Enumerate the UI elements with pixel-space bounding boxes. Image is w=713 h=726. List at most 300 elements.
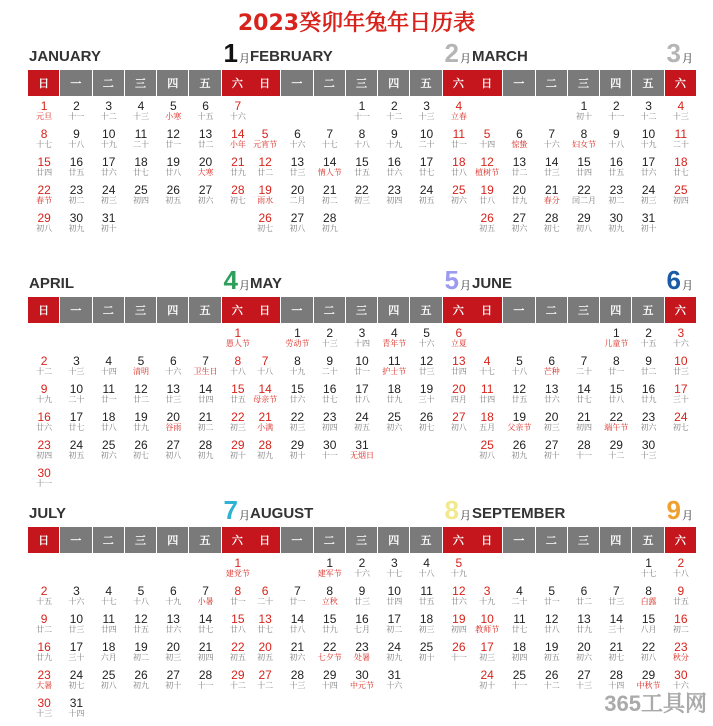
day-number: 11 [420,584,433,598]
lunar-label: 十六 [386,681,403,690]
month-name: AUGUST [250,505,314,522]
day-cell [28,639,60,667]
lunar-label: 十二 [229,681,246,690]
lunar-label: 廿八 [450,168,467,177]
day-number: 17 [102,155,116,169]
lunar-label: 初五 [479,224,496,233]
weekday-cell: 日 [28,70,59,96]
day-cell [665,611,697,639]
day-number: 31 [641,211,656,225]
day-cell [568,353,600,381]
day-cell [536,409,568,437]
lunar-label: 闰二月 [571,196,596,205]
lunar-label: 无烟日 [349,451,374,460]
day-number: 23 [323,410,337,424]
day-number: 20 [290,183,305,197]
weekday-cell: 二 [314,297,345,323]
lunar-label: 廿四 [479,395,496,404]
empty-cell [28,555,60,583]
day-number: 9 [677,584,685,598]
day-number: 24 [387,640,401,654]
day-number: 30 [355,668,369,682]
day-cell [93,667,125,695]
day-number: 23 [37,668,51,682]
day-number: 15 [323,612,337,626]
day-number: 21 [258,410,272,424]
month-header [249,265,475,295]
day-number: 26 [480,211,494,225]
day-cell [503,409,535,437]
day-cell [346,381,378,409]
day-cell [410,611,442,639]
day-cell [503,639,535,667]
weekday-cell: 日 [471,70,502,96]
day-cell [600,154,632,182]
day-cell [471,381,503,409]
lunar-label: 十八 [608,140,625,149]
day-cell [28,353,60,381]
day-number: 13 [198,127,213,141]
day-cell [157,381,189,409]
day-cell [632,353,664,381]
day-number: 12 [134,612,148,626]
day-number: 21 [198,410,213,424]
day-number: 20 [452,382,466,396]
lunar-label: 初六 [575,653,592,662]
day-cell [471,409,503,437]
lunar-label: 十二 [386,112,403,121]
lunar-label: 初三 [289,423,306,432]
day-cell [665,555,697,583]
weekday-cell: 六 [443,527,474,553]
lunar-label: 初九 [321,224,338,233]
month-number: 5月 [444,265,471,295]
day-number: 30 [37,466,51,480]
day-cell [60,583,92,611]
lunar-label: 廿五 [229,395,246,404]
day-number: 7 [202,354,209,368]
day-cell [378,555,410,583]
month-june [471,265,697,465]
day-cell [157,583,189,611]
day-cell [536,126,568,154]
day-cell [249,667,281,695]
day-number: 7 [612,584,620,598]
weekday-cell: 二 [93,70,124,96]
lunar-label: 十八 [353,140,370,149]
day-number: 30 [674,668,688,682]
day-cell [346,98,378,126]
lunar-label: 廿三 [672,367,689,376]
day-cell [600,611,632,639]
day-number: 7 [234,99,242,113]
empty-cell [249,555,281,583]
day-cell [125,353,157,381]
lunar-label: 十三 [132,112,149,121]
day-cell [157,154,189,182]
day-number: 12 [134,382,148,396]
lunar-label: 情人节 [317,168,342,177]
day-cell [157,667,189,695]
day-cell [346,639,378,667]
empty-cell [60,555,92,583]
day-number: 26 [512,438,527,452]
day-cell [346,182,378,210]
weekday-cell: 二 [314,527,345,553]
day-number: 31 [102,211,116,225]
day-number: 26 [166,183,180,197]
month-name: APRIL [29,275,74,292]
day-cell [410,154,442,182]
lunar-label: 十一 [353,112,370,121]
day-cell [346,353,378,381]
lunar-label: 五月 [479,423,496,432]
day-cell [536,611,568,639]
day-number: 10 [480,612,494,626]
empty-cell [536,98,568,126]
lunar-label: 初九 [197,451,214,460]
day-number: 3 [390,556,398,570]
day-cell [632,611,664,639]
lunar-label: 十三 [36,709,53,718]
day-number: 4 [516,584,523,598]
weekday-cell: 六 [665,527,696,553]
day-number: 18 [419,612,434,626]
lunar-label: 廿六 [165,625,182,634]
day-cell [568,409,600,437]
day-number: 7 [326,127,334,141]
day-number: 7 [202,584,209,598]
lunar-label: 初五 [68,451,85,460]
day-number: 22 [641,640,656,654]
lunar-label: 初十 [418,653,435,662]
day-number: 1 [234,326,242,340]
day-number: 14 [577,382,591,396]
day-cell [93,98,125,126]
day-number: 24 [102,183,116,197]
empty-cell [471,555,503,583]
lunar-label: 小年 [229,140,246,149]
weekday-cell: 一 [503,527,534,553]
day-number: 27 [166,668,180,682]
day-grid [471,98,697,238]
lunar-label: 初六 [100,451,117,460]
lunar-label: 初九 [511,451,528,460]
day-cell [536,639,568,667]
day-number: 19 [452,612,466,626]
empty-cell [157,325,189,353]
lunar-label: 廿二 [197,140,214,149]
day-cell [632,98,664,126]
lunar-label: 初七 [672,423,689,432]
day-number: 13 [452,354,466,368]
lunar-label: 廿二 [132,395,149,404]
day-number: 16 [69,155,84,169]
day-number: 25 [102,438,116,452]
lunar-label: 劳动节 [285,339,310,348]
day-cell [410,325,442,353]
day-number: 4 [483,354,491,368]
weekday-cell: 四 [600,70,631,96]
lunar-label: 初十 [229,451,246,460]
day-cell [249,437,281,465]
day-number: 2 [358,556,366,570]
day-number: 18 [512,640,527,654]
day-number: 3 [677,326,685,340]
lunar-label: 初七 [418,423,435,432]
lunar-label: 二十 [68,395,85,404]
lunar-label: 十三 [418,112,435,121]
month-number: 7月 [223,495,250,525]
day-cell [378,325,410,353]
day-number: 17 [387,612,401,626]
day-cell [600,98,632,126]
day-cell [378,381,410,409]
lunar-label: 十八 [132,597,149,606]
lunar-label: 十二 [543,681,560,690]
weekday-cell: 一 [60,70,91,96]
day-number: 7 [548,127,556,141]
day-cell [536,381,568,409]
lunar-label: 植树节 [475,168,500,177]
lunar-label: 十二 [608,451,625,460]
day-number: 8 [234,354,242,368]
lunar-label: 廿六 [450,597,467,606]
lunar-label: 十六 [68,597,85,606]
lunar-label: 十六 [672,681,689,690]
day-cell [503,611,535,639]
lunar-label: 初二 [608,196,625,205]
day-cell [60,381,92,409]
day-cell [632,154,664,182]
month-february [249,38,475,238]
weekday-cell: 三 [568,297,599,323]
month-number: 9月 [666,495,693,525]
day-cell [471,154,503,182]
day-cell [568,126,600,154]
day-number: 24 [674,410,688,424]
weekday-cell: 二 [536,70,567,96]
day-cell [125,409,157,437]
day-cell [125,98,157,126]
day-number: 21 [231,155,245,169]
day-number: 11 [452,127,466,141]
day-number: 26 [134,668,148,682]
day-grid [28,555,254,723]
day-cell [281,437,313,465]
lunar-label: 十六 [229,112,246,121]
day-number: 9 [358,584,366,598]
day-number: 5 [261,127,269,141]
day-cell [346,555,378,583]
day-cell [281,353,313,381]
empty-cell [189,325,221,353]
day-number: 4 [137,99,145,113]
day-cell [125,154,157,182]
day-cell [189,639,221,667]
day-number: 31 [69,696,84,710]
lunar-label: 十六 [672,339,689,348]
lunar-label: 小满 [257,423,274,432]
day-cell [471,583,503,611]
day-number: 6 [455,326,463,340]
day-cell [157,437,189,465]
day-cell [28,583,60,611]
lunar-label: 廿九 [640,395,657,404]
lunar-label: 初十 [165,681,182,690]
day-number: 1 [234,556,242,570]
day-cell [536,437,568,465]
lunar-label: 十一 [321,451,338,460]
day-cell [314,583,346,611]
day-number: 15 [231,612,245,626]
day-number: 26 [419,410,434,424]
day-cell [28,126,60,154]
day-number: 26 [452,640,466,654]
lunar-label: 廿五 [608,168,625,177]
day-cell [28,695,60,723]
lunar-label: 小暑 [197,597,214,606]
lunar-label: 元宵节 [253,140,278,149]
day-number: 8 [234,584,242,598]
day-cell [28,611,60,639]
lunar-label: 廿二 [36,625,53,634]
day-cell [600,353,632,381]
lunar-label: 初三 [479,653,496,662]
day-number: 15 [355,155,369,169]
day-cell [632,583,664,611]
day-number: 29 [577,211,591,225]
day-number: 8 [645,584,652,598]
day-number: 1 [358,99,366,113]
day-number: 3 [483,584,491,598]
day-cell [60,154,92,182]
day-number: 15 [290,382,305,396]
lunar-label: 廿九 [229,168,246,177]
lunar-label: 白露 [640,597,657,606]
weekday-cell: 四 [157,70,188,96]
lunar-label: 廿四 [575,168,592,177]
day-cell [665,409,697,437]
day-cell [249,639,281,667]
day-number: 4 [390,326,398,340]
day-cell [28,465,60,493]
day-number: 20 [258,640,272,654]
day-cell [281,611,313,639]
day-number: 3 [105,99,113,113]
day-cell [60,639,92,667]
day-cell [189,437,221,465]
day-cell [632,555,664,583]
day-cell [93,210,125,238]
month-header [28,495,254,525]
empty-cell [189,555,221,583]
day-grid [28,325,254,493]
month-number: 1月 [223,38,250,68]
day-number: 23 [37,438,51,452]
day-cell [471,126,503,154]
weekday-cell: 四 [378,70,409,96]
lunar-label: 初三 [353,196,370,205]
day-number: 3 [358,326,366,340]
lunar-label: 廿二 [640,367,657,376]
day-cell [189,381,221,409]
day-number: 14 [290,612,305,626]
day-number: 2 [326,326,334,340]
day-number: 29 [641,668,656,682]
lunar-label: 廿五 [418,597,435,606]
day-cell [125,381,157,409]
day-number: 14 [323,155,337,169]
day-number: 13 [512,155,527,169]
day-number: 4 [423,556,430,570]
day-cell [410,583,442,611]
lunar-label: 妇女节 [571,140,596,149]
lunar-label: 三十 [68,653,85,662]
day-cell [536,210,568,238]
day-number: 7 [580,354,588,368]
lunar-label: 十五 [197,112,214,121]
day-number: 22 [231,640,245,654]
day-cell [28,182,60,210]
day-cell [281,325,313,353]
day-cell [93,639,125,667]
day-cell [600,182,632,210]
day-number: 6 [169,354,177,368]
day-cell [125,126,157,154]
day-number: 24 [419,183,434,197]
day-cell [189,667,221,695]
day-number: 10 [419,127,434,141]
day-cell [157,182,189,210]
day-cell [189,154,221,182]
lunar-label: 十八 [68,140,85,149]
month-name: JUNE [472,275,513,292]
lunar-label: 初七 [257,224,274,233]
lunar-label: 初六 [511,224,528,233]
day-number: 11 [513,612,526,626]
lunar-label: 十九 [289,367,306,376]
day-number: 8 [358,127,366,141]
lunar-label: 廿三 [165,395,182,404]
day-cell [471,210,503,238]
lunar-label: 初三 [229,423,246,432]
day-number: 8 [326,584,334,598]
day-cell [249,353,281,381]
day-number: 18 [134,155,148,169]
lunar-label: 初三 [640,196,657,205]
lunar-label: 三十 [672,395,689,404]
month-april [28,265,254,493]
day-cell [125,667,157,695]
day-cell [93,353,125,381]
lunar-label: 初十 [543,451,560,460]
lunar-label: 廿七 [68,423,85,432]
lunar-label: 廿七 [511,625,528,634]
lunar-label: 初二 [197,423,214,432]
day-number: 27 [290,211,305,225]
month-name: JULY [29,505,66,522]
lunar-label: 廿九 [36,653,53,662]
day-number: 6 [294,127,301,141]
day-number: 22 [290,410,305,424]
day-cell [568,437,600,465]
day-cell [93,182,125,210]
lunar-label: 四月 [450,395,467,404]
lunar-label: 廿一 [289,597,306,606]
day-number: 2 [612,99,620,113]
lunar-label: 二月 [289,196,306,205]
